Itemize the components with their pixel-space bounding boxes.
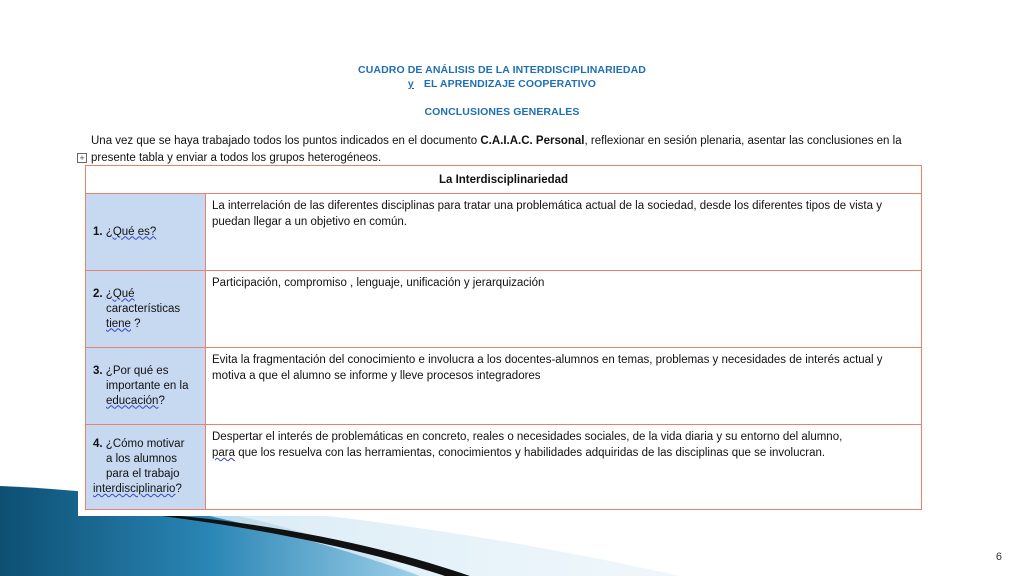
table-move-handle-icon[interactable]: + [77, 153, 87, 163]
question-cell-4 [86, 425, 206, 510]
intro-paragraph [91, 133, 921, 167]
answer-cell-1[interactable] [206, 194, 922, 271]
question-text: ¿Qué [105, 287, 135, 300]
title-y: y [407, 78, 414, 90]
answer-text: que los resuelva con las herramientas, conocimientos y habilidades adquiridas de las disciplinas que se involucran. [235, 447, 826, 459]
question-text: ? [175, 483, 182, 495]
question-number: 3. [93, 364, 103, 377]
title-line2-rest: EL APRENDIZAJE COOPERATIVO [423, 78, 597, 90]
table-row [86, 425, 922, 510]
intro-part1: Una vez que se haya trabajado todos los puntos indicados en el documento [91, 135, 481, 147]
question-text: a los alumnos [106, 453, 177, 465]
answer-text: Despertar el interés de problemáticas en concreto, reales o necesidades sociales, de la vida diaria y su entorno del alumno, [212, 431, 843, 443]
table-row [86, 348, 922, 425]
answer-text: para [212, 447, 236, 459]
question-number: 1. [93, 225, 103, 238]
document-title-line2 [78, 78, 926, 90]
question-cell-2 [86, 271, 206, 348]
conclusions-table [85, 165, 922, 510]
question-text: ? [130, 317, 141, 330]
page-number: 6 [995, 551, 1002, 563]
question-cell-3 [86, 348, 206, 425]
intro-bold: C.A.I.A.C. Personal [480, 135, 585, 147]
answer-cell-2[interactable] [206, 271, 922, 348]
answer-cell-3[interactable] [206, 348, 922, 425]
document-title: CUADRO DE ANÁLISIS DE LA INTERDISCIPLINARIEDAD [358, 64, 646, 76]
question-text: educación [106, 394, 159, 407]
question-text: ¿Cómo motivar [105, 438, 185, 450]
answer-text: Evita la fragmentación del conocimiento e involucra a los docentes-alumnos en temas, problemas y necesidades de interés actual y motiva a que el alumno se informe y lleve procesos integradores [212, 354, 883, 382]
answer-text: Participación, compromiso , lenguaje, unificación y jerarquización [212, 277, 545, 289]
question-number: 2. [93, 287, 103, 300]
question-text: características [106, 302, 181, 315]
table-row [86, 194, 922, 271]
question-number: 4. [93, 438, 103, 450]
intro-part2: , reflexionar en sesión plenaria, asentar las conclusiones en la presente tabla y enviar a todos los grupos heterogéneos. [91, 135, 902, 164]
table-row [86, 271, 922, 348]
question-cell-1 [86, 194, 206, 271]
answer-cell-4[interactable] [206, 425, 922, 510]
question-text: tiene [106, 317, 131, 330]
question-text: interdisciplinario [93, 483, 176, 495]
table-header: La Interdisciplinariedad [86, 166, 922, 194]
document-subtitle: CONCLUSIONES GENERALES [424, 106, 580, 118]
question-text: ¿Qué es? [105, 225, 157, 238]
question-text: ¿Por qué es [105, 364, 169, 377]
question-text: ? [158, 394, 165, 407]
table-header-row [86, 166, 922, 194]
question-text: importante en la [106, 379, 189, 392]
question-text: para el trabajo [106, 468, 180, 480]
answer-text: La interrelación de las diferentes disciplinas para tratar una problemática actual de la sociedad, desde los diferentes tipos de vista y puedan llegar a un objetivo en común. [212, 200, 882, 228]
